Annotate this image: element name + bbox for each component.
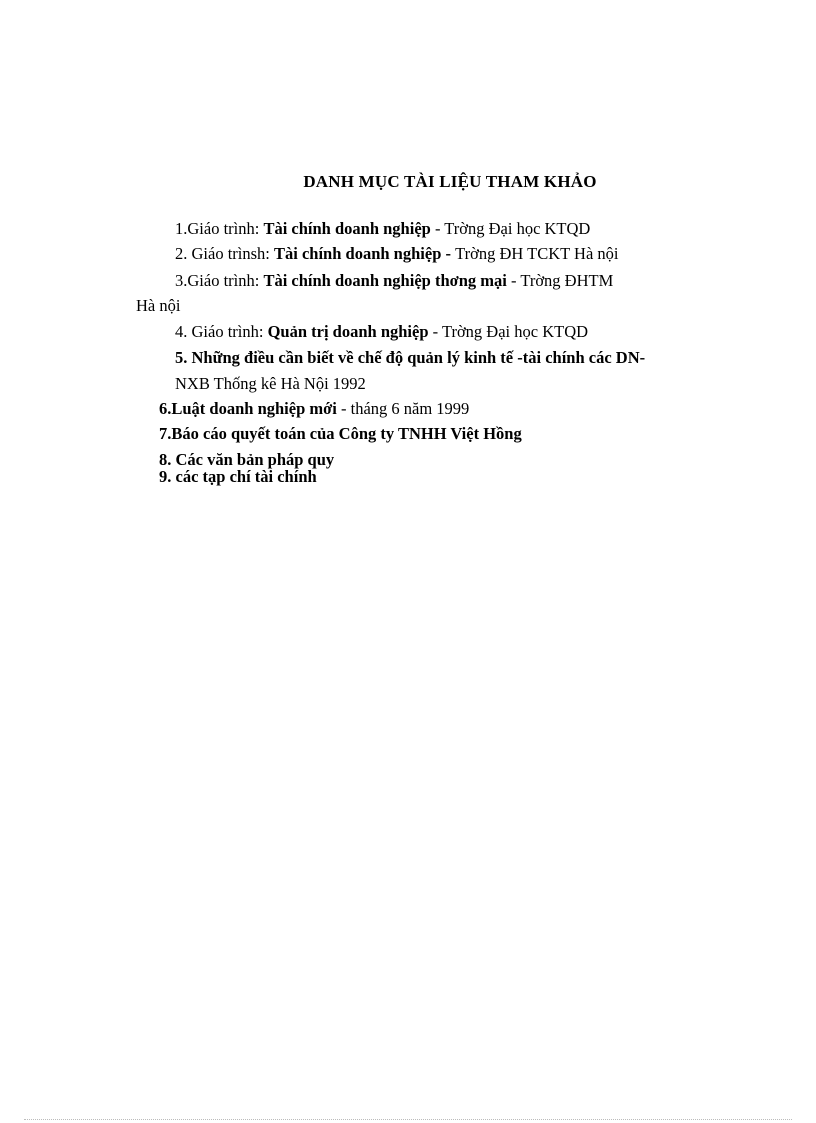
reference-4-prefix: 4. Giáo trình: [175,322,268,341]
reference-7 [159,424,522,444]
reference-4-title: Quản trị doanh nghiệp [267,322,429,341]
reference-9 [159,467,317,487]
reference-6-source: - tháng 6 năm 1999 [336,399,470,418]
reference-6 [159,399,469,419]
reference-2-title: Tài chính doanh nghiệp - [274,244,456,263]
reference-4-source: - Trờng Đại học KTQD [428,322,589,341]
reference-1-title: Tài chính doanh nghiệp [263,219,431,238]
page-bottom-border [24,1119,792,1120]
reference-4 [175,322,588,342]
reference-6-title: 6.Luật doanh nghiệp mới [159,399,337,418]
reference-2 [175,244,618,264]
page-title: DANH MỤC TÀI LIỆU THAM KHẢO [303,172,597,191]
reference-8-title: 8. Các văn bản pháp quy [159,450,335,469]
reference-1 [175,219,590,239]
reference-5-continuation [175,374,366,394]
reference-3-continuation [136,296,180,316]
reference-5-title: 5. Những điều cần biết về chế độ quản lý kinh tế -tài chính các DN- [175,348,646,367]
reference-5 [175,348,645,368]
reference-2-prefix: 2. Giáo trìnsh: [175,244,274,263]
reference-1-prefix: 1.Giáo trình: [175,219,264,238]
reference-7-title: 7.Báo cáo quyết toán của Công ty TNHH Việt Hồng [159,424,522,443]
reference-2-source: Trờng ĐH TCKT Hà nội [455,244,619,263]
reference-1-source: - Trờng Đại học KTQD [430,219,591,238]
reference-5-cont-text: NXB Thống kê Hà Nội 1992 [175,374,366,393]
reference-3-cont-text: Hà nội [136,296,181,315]
reference-3-title: Tài chính doanh nghiệp thơng mại [263,271,507,290]
reference-9-title: 9. các tạp chí tài chính [159,467,317,486]
reference-3-source: - Trờng ĐHTM [506,271,614,290]
reference-3 [175,271,613,291]
reference-3-prefix: 3.Giáo trình: [175,271,264,290]
